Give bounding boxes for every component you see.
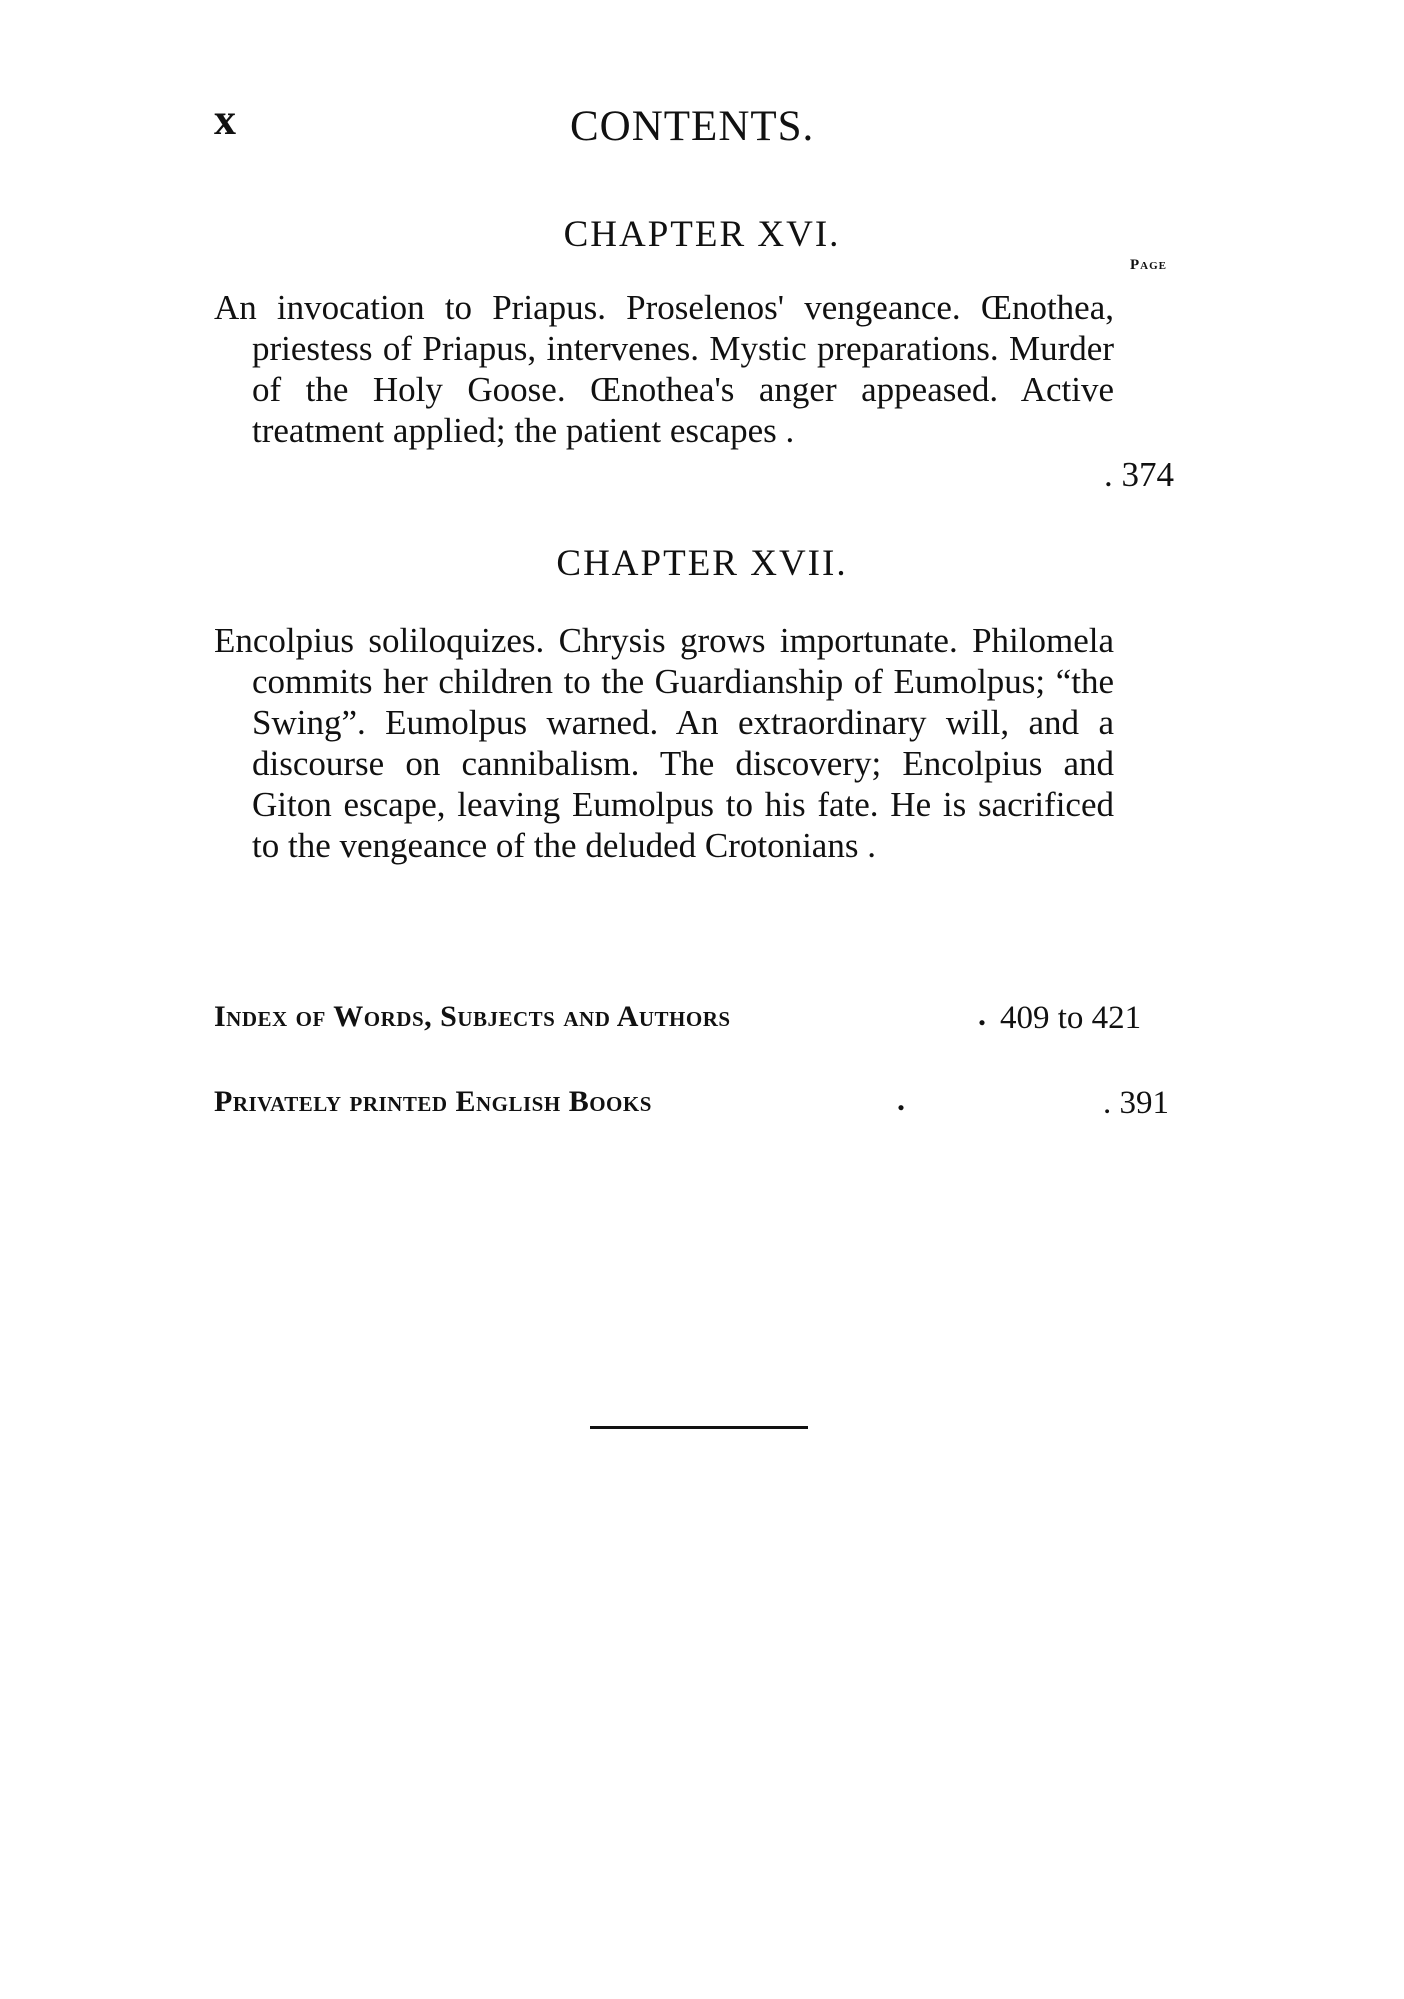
- index-entry-title: Index of Words, Subjects and Authors: [214, 1000, 731, 1033]
- chapter-heading: CHAPTER XVI.: [563, 214, 841, 255]
- leader-dot: .: [978, 996, 986, 1032]
- chapter-synopsis: Encolpius soliloquizes. Chrysis grows importunate. Philomela commits her children to the Guardianship of Eumolpus; “the Swing”. Eumolpus warned. An extraordinary will, and a discourse on cannibalism. The discovery; Encolpius and Giton escape, leaving Eumolpus to his fate. He is sacrificed to the vengeance of the deluded Crotonians .: [214, 621, 1114, 865]
- leader-dot: .: [897, 1081, 905, 1117]
- books-entry-title: Privately printed English Books: [214, 1085, 652, 1118]
- books-entry-pages: . 391: [1103, 1085, 1169, 1121]
- index-entry-pages: 409 to 421: [1000, 1000, 1142, 1036]
- page-title: CONTENTS.: [570, 103, 815, 150]
- chapter-page-number: . 374: [1104, 455, 1174, 494]
- page-column-label: Page: [1130, 257, 1167, 273]
- chapter-synopsis: An invocation to Priapus. Proselenos' vengeance. Œnothea, priestess of Priapus, intervenes. Mystic preparations. Murder of the Holy Goose. Œnothea's anger appeased. Active treatment applied; the patient escapes .: [214, 288, 1114, 450]
- end-rule: [590, 1426, 808, 1429]
- page-number: x: [214, 95, 236, 144]
- chapter-heading: CHAPTER XVII.: [556, 543, 848, 584]
